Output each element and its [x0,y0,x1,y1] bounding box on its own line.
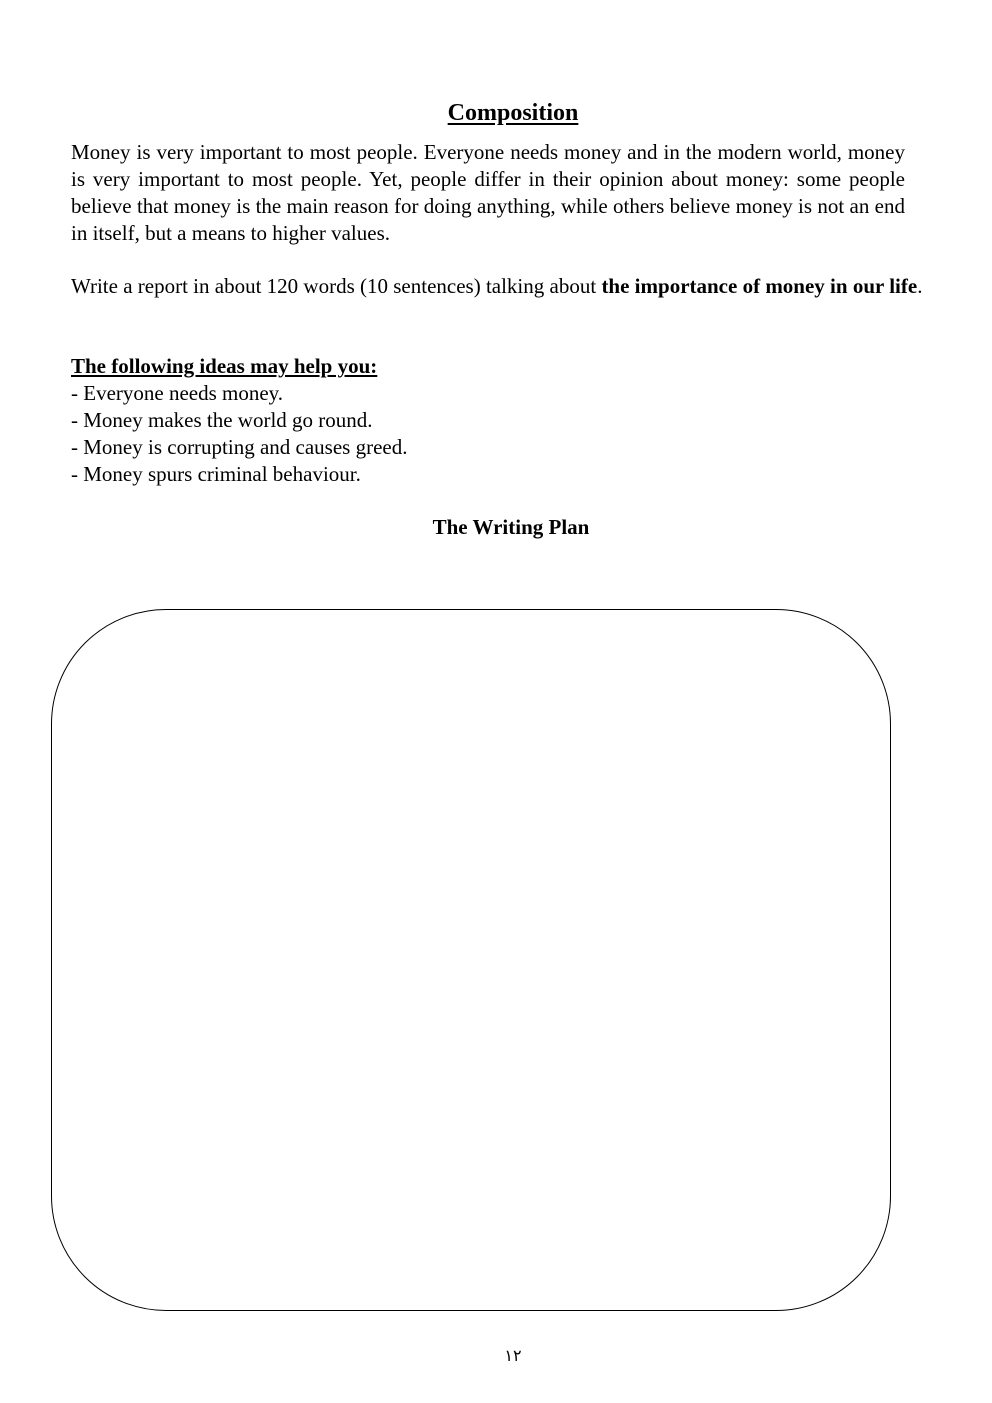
page-number: ١٢ [504,1346,522,1365]
ideas-list [71,380,407,488]
task-text: Write a report in about 120 words (10 sentences) talking about [71,274,602,298]
task-topic: the importance of money in our life [601,274,918,298]
idea-item: - Money spurs criminal behaviour. [71,462,361,486]
ideas-heading: The following ideas may help you: [71,354,378,378]
intro-paragraph: Money is very important to most people. Everyone needs money and in the modern world, money is very important to most people. Yet, people differ in their opinion about money: some people believe that money is the main reason for doing anything, while others believe money is not an end in itself, but a means to higher values. [71,140,905,245]
idea-item: - Everyone needs money. [71,381,284,405]
idea-item: - Money makes the world go round. [71,408,373,432]
task-end: . [917,274,923,298]
idea-item: - Money is corrupting and causes greed. [71,435,408,459]
task-instructions [71,273,937,300]
writing-plan-box [51,609,891,1311]
page-title: Composition [447,100,579,127]
writing-plan-title: The Writing Plan [432,515,590,539]
